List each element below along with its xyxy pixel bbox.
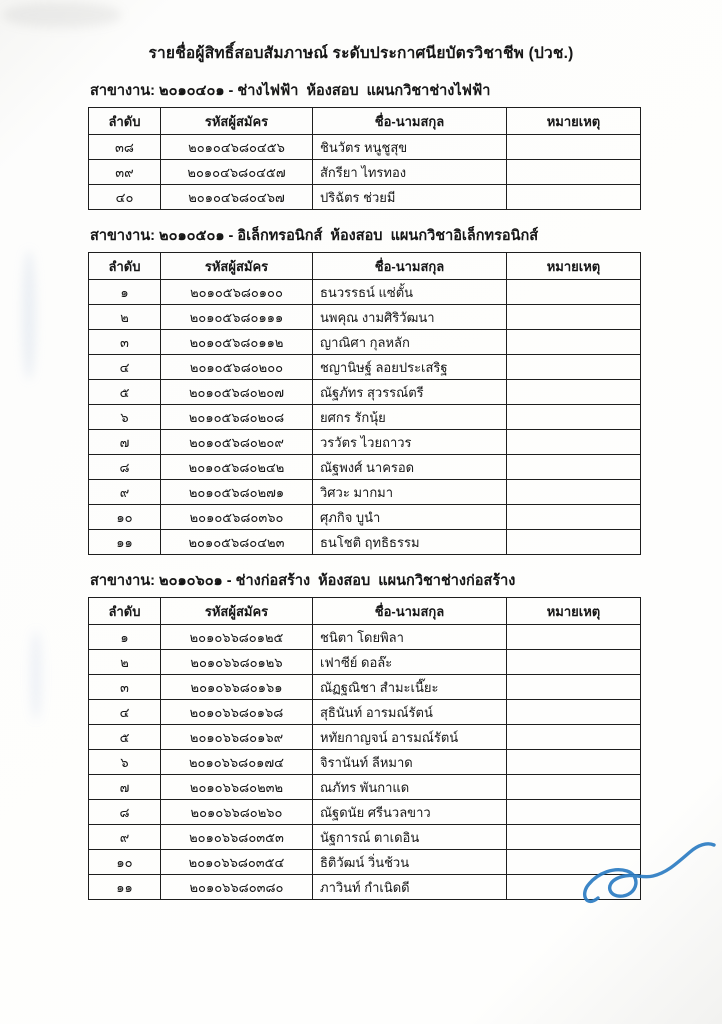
code-cell: ๒๐๑๐๕๖๘๐๒๐๙ <box>161 430 313 455</box>
order-cell: ๓ <box>89 675 161 700</box>
remark-cell <box>507 825 641 850</box>
remark-cell <box>507 875 641 900</box>
remark-cell <box>507 850 641 875</box>
order-cell: ๔๐ <box>89 185 161 210</box>
name-cell: หทัยกาญจน์ อารมณ์รัตน์ <box>313 725 507 750</box>
column-header-name: ชื่อ-นามสกุล <box>313 253 507 280</box>
code-cell: ๒๐๑๐๖๖๘๐๑๖๙ <box>161 725 313 750</box>
table-row <box>89 380 641 405</box>
order-cell: ๓๙ <box>89 160 161 185</box>
roster-table-construction <box>88 597 641 900</box>
scan-smudge <box>22 250 36 380</box>
name-cell: ณัฐภัทร สุวรรณ์ตรี <box>313 380 507 405</box>
table-row <box>89 280 641 305</box>
table-row <box>89 185 641 210</box>
code-cell: ๒๐๑๐๕๖๘๐๑๑๒ <box>161 330 313 355</box>
column-header-order: ลำดับ <box>89 598 161 625</box>
column-header-remark: หมายเหตุ <box>507 253 641 280</box>
remark-cell <box>507 330 641 355</box>
remark-cell <box>507 775 641 800</box>
code-cell: ๒๐๑๐๕๖๘๐๓๖๐ <box>161 505 313 530</box>
table-header-row <box>89 598 641 625</box>
order-cell: ๔ <box>89 355 161 380</box>
order-cell: ๖ <box>89 750 161 775</box>
table-row <box>89 135 641 160</box>
order-cell: ๑๑ <box>89 530 161 555</box>
code-cell: ๒๐๑๐๖๖๘๐๑๖๑ <box>161 675 313 700</box>
name-cell: เฟาซีย์ ดอล๊ะ <box>313 650 507 675</box>
table-row <box>89 480 641 505</box>
column-header-code: รหัสผู้สมัคร <box>161 598 313 625</box>
name-cell: ชญานิษฐ์ ลอยประเสริฐ <box>313 355 507 380</box>
remark-cell <box>507 750 641 775</box>
remark-cell <box>507 305 641 330</box>
remark-cell <box>507 505 641 530</box>
code-cell: ๒๐๑๐๖๖๘๐๓๕๔ <box>161 850 313 875</box>
table-row <box>89 725 641 750</box>
name-cell: ภาวินท์ กำเนิดดี <box>313 875 507 900</box>
code-cell: ๒๐๑๐๕๖๘๐๒๗๑ <box>161 480 313 505</box>
name-cell: ยศกร รักนุ้ย <box>313 405 507 430</box>
order-cell: ๒ <box>89 650 161 675</box>
name-cell: นัฐการณ์ ตาเดอิน <box>313 825 507 850</box>
table-row <box>89 405 641 430</box>
order-cell: ๗ <box>89 775 161 800</box>
table-row <box>89 505 641 530</box>
name-cell: ศุภกิจ บูนำ <box>313 505 507 530</box>
table-row <box>89 650 641 675</box>
column-header-order: ลำดับ <box>89 108 161 135</box>
name-cell: ญาณิศา กุลหลัก <box>313 330 507 355</box>
name-cell: ธนวรรธน์ แซ่ตั้น <box>313 280 507 305</box>
remark-cell <box>507 185 641 210</box>
code-cell: ๒๐๑๐๕๖๘๐๒๐๐ <box>161 355 313 380</box>
remark-cell <box>507 135 641 160</box>
column-header-name: ชื่อ-นามสกุล <box>313 598 507 625</box>
name-cell: ปริฉัตร ช่วยมี <box>313 185 507 210</box>
section-header-electronics: สาขางาน: ๒๐๑๐๕๐๑ - อิเล็กทรอนิกส์ ห้องสอบ แผนกวิชาอิเล็กทรอนิกส์ <box>90 228 539 244</box>
table-row <box>89 305 641 330</box>
code-cell: ๒๐๑๐๕๖๘๐๑๑๑ <box>161 305 313 330</box>
order-cell: ๖ <box>89 405 161 430</box>
table-header-row <box>89 253 641 280</box>
table-header-row <box>89 108 641 135</box>
code-cell: ๒๐๑๐๕๖๘๐๑๐๐ <box>161 280 313 305</box>
section-header-construction: สาขางาน: ๒๐๑๐๖๐๑ - ช่างก่อสร้าง ห้องสอบ แผนกวิชาช่างก่อสร้าง <box>90 573 516 589</box>
remark-cell <box>507 675 641 700</box>
column-header-code: รหัสผู้สมัคร <box>161 108 313 135</box>
name-cell: ณภัทร พันกาแด <box>313 775 507 800</box>
order-cell: ๓๘ <box>89 135 161 160</box>
name-cell: นพคุณ งามศิริวัฒนา <box>313 305 507 330</box>
remark-cell <box>507 160 641 185</box>
remark-cell <box>507 650 641 675</box>
order-cell: ๑ <box>89 280 161 305</box>
order-cell: ๕ <box>89 380 161 405</box>
order-cell: ๗ <box>89 430 161 455</box>
remark-cell <box>507 480 641 505</box>
table-row <box>89 875 641 900</box>
column-header-remark: หมายเหตุ <box>507 108 641 135</box>
name-cell: ณัฐดนัย ศรีนวลขาว <box>313 800 507 825</box>
name-cell: ณัฏฐณิชา สำมะเนี๊ยะ <box>313 675 507 700</box>
name-cell: ธิติวัฒน์ วิ่นช้วน <box>313 850 507 875</box>
table-row <box>89 530 641 555</box>
code-cell: ๒๐๑๐๔๖๘๐๔๖๗ <box>161 185 313 210</box>
order-cell: ๒ <box>89 305 161 330</box>
code-cell: ๒๐๑๐๖๖๘๐๒๖๐ <box>161 800 313 825</box>
remark-cell <box>507 405 641 430</box>
name-cell: วิศวะ มากมา <box>313 480 507 505</box>
name-cell: สักรียา ไทรทอง <box>313 160 507 185</box>
table-row <box>89 850 641 875</box>
table-row <box>89 330 641 355</box>
code-cell: ๒๐๑๐๖๖๘๐๑๖๘ <box>161 700 313 725</box>
remark-cell <box>507 725 641 750</box>
table-row <box>89 675 641 700</box>
table-row <box>89 160 641 185</box>
section-construction <box>88 569 640 900</box>
table-row <box>89 455 641 480</box>
order-cell: ๓ <box>89 330 161 355</box>
code-cell: ๒๐๑๐๖๖๘๐๓๕๓ <box>161 825 313 850</box>
section-header-electrical: สาขางาน: ๒๐๑๐๔๐๑ - ช่างไฟฟ้า ห้องสอบ แผนกวิชาช่างไฟฟ้า <box>90 83 491 99</box>
table-row <box>89 700 641 725</box>
order-cell: ๕ <box>89 725 161 750</box>
column-header-order: ลำดับ <box>89 253 161 280</box>
order-cell: ๑๐ <box>89 505 161 530</box>
remark-cell <box>507 625 641 650</box>
code-cell: ๒๐๑๐๕๖๘๐๒๔๒ <box>161 455 313 480</box>
code-cell: ๒๐๑๐๔๖๘๐๔๕๗ <box>161 160 313 185</box>
table-row <box>89 825 641 850</box>
order-cell: ๑๑ <box>89 875 161 900</box>
roster-table-electrical <box>88 107 641 210</box>
code-cell: ๒๐๑๐๖๖๘๐๒๓๒ <box>161 775 313 800</box>
order-cell: ๑๐ <box>89 850 161 875</box>
code-cell: ๒๐๑๐๕๖๘๐๒๐๘ <box>161 405 313 430</box>
name-cell: วรวัตร ไวยถาวร <box>313 430 507 455</box>
remark-cell <box>507 700 641 725</box>
order-cell: ๔ <box>89 700 161 725</box>
order-cell: ๘ <box>89 800 161 825</box>
remark-cell <box>507 280 641 305</box>
code-cell: ๒๐๑๐๖๖๘๐๑๒๕ <box>161 625 313 650</box>
name-cell: จิรานันท์ ลีหมาด <box>313 750 507 775</box>
section-electrical <box>88 79 640 210</box>
name-cell: ชนิตา โดยพิลา <box>313 625 507 650</box>
column-header-remark: หมายเหตุ <box>507 598 641 625</box>
name-cell: ชินวัตร หนูชูสุข <box>313 135 507 160</box>
order-cell: ๙ <box>89 480 161 505</box>
name-cell: สุธินันท์ อารมณ์รัตน์ <box>313 700 507 725</box>
remark-cell <box>507 380 641 405</box>
table-row <box>89 430 641 455</box>
code-cell: ๒๐๑๐๖๖๘๐๑๗๔ <box>161 750 313 775</box>
remark-cell <box>507 800 641 825</box>
table-row <box>89 800 641 825</box>
code-cell: ๒๐๑๐๖๖๘๐๑๒๖ <box>161 650 313 675</box>
order-cell: ๙ <box>89 825 161 850</box>
code-cell: ๒๐๑๐๔๖๘๐๔๕๖ <box>161 135 313 160</box>
order-cell: ๑ <box>89 625 161 650</box>
roster-table-electronics <box>88 252 641 555</box>
name-cell: ณัฐพงศ์ นาครอด <box>313 455 507 480</box>
table-row <box>89 775 641 800</box>
table-row <box>89 625 641 650</box>
remark-cell <box>507 530 641 555</box>
name-cell: ธนโชติ ฤทธิธรรม <box>313 530 507 555</box>
remark-cell <box>507 430 641 455</box>
column-header-name: ชื่อ-นามสกุล <box>313 108 507 135</box>
column-header-code: รหัสผู้สมัคร <box>161 253 313 280</box>
order-cell: ๘ <box>89 455 161 480</box>
code-cell: ๒๐๑๐๖๖๘๐๓๘๐ <box>161 875 313 900</box>
remark-cell <box>507 455 641 480</box>
document-title: รายชื่อผู้สิทธิ์สอบสัมภาษณ์ ระดับประกาศนียบัตรวิชาชีพ (ปวช.) <box>148 45 574 62</box>
scan-smudge <box>30 630 42 720</box>
table-row <box>89 355 641 380</box>
remark-cell <box>507 355 641 380</box>
table-row <box>89 750 641 775</box>
code-cell: ๒๐๑๐๕๖๘๐๔๒๓ <box>161 530 313 555</box>
section-electronics <box>88 224 640 555</box>
code-cell: ๒๐๑๐๕๖๘๐๒๐๗ <box>161 380 313 405</box>
